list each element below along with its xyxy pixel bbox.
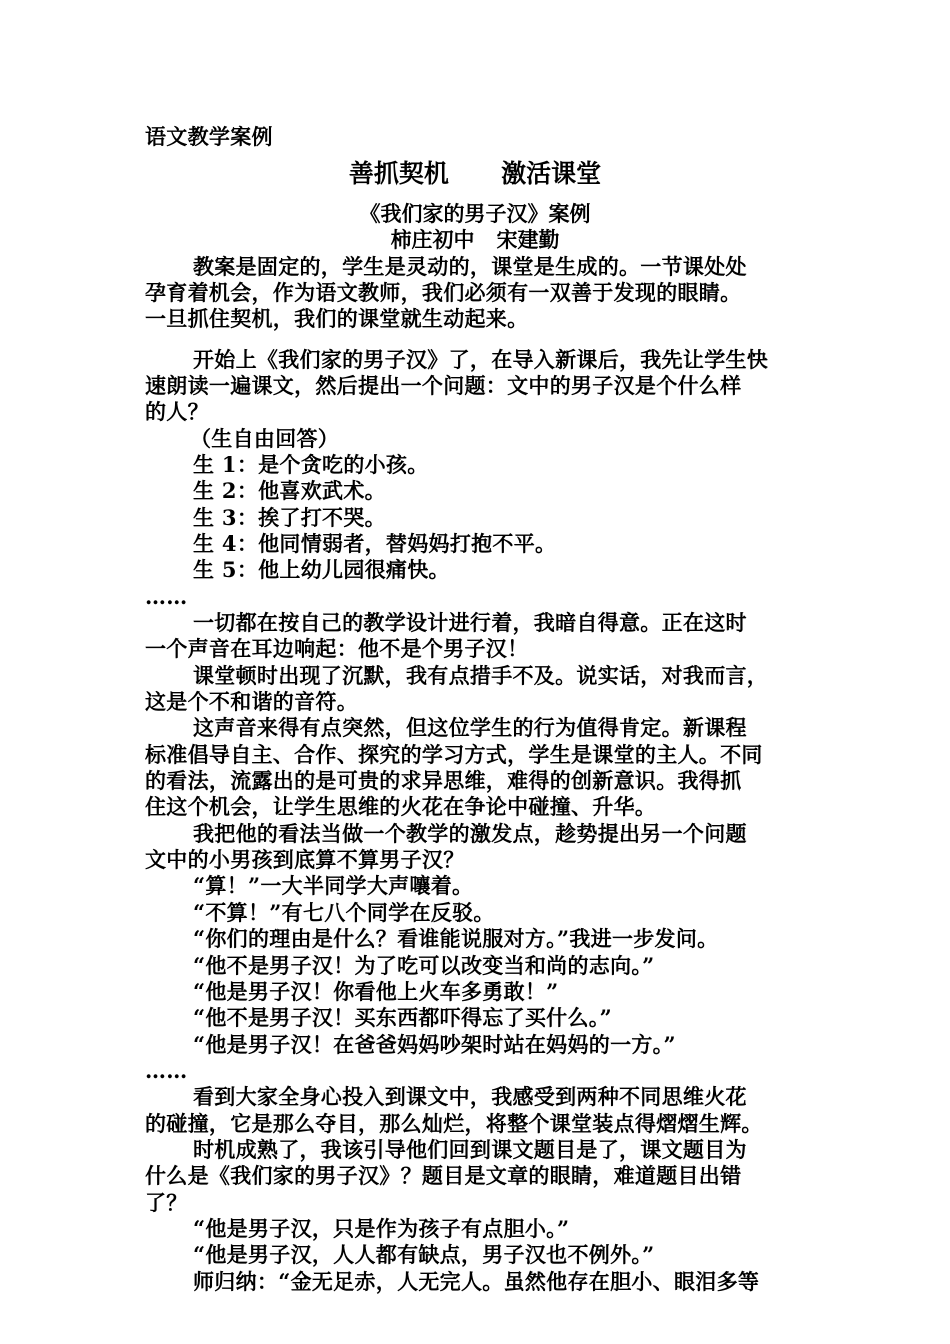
paragraph-line: 生 2：他喜欢武术。 <box>193 478 386 503</box>
paragraph-line: 看到大家全身心投入到课文中，我感受到两种不同思维火花 <box>193 1084 747 1109</box>
author-line: 柿庄初中 宋建勤 <box>390 227 560 252</box>
document-title: 善抓契机 激活课堂 <box>348 159 602 188</box>
paragraph-line: “他是男子汉，只是作为孩子有点胆小。” <box>193 1216 570 1241</box>
paragraph-line: “他是男子汉，人人都有缺点，男子汉也不例外。” <box>193 1242 655 1267</box>
paragraph-line: “算！”一大半同学大声嚷着。 <box>193 873 474 898</box>
paragraph-line: “他是男子汉！在爸爸妈妈吵架时站在妈妈的一方。” <box>193 1032 676 1057</box>
paragraph-line: 师归纳：“金无足赤，人无完人。虽然他存在胆小、眼泪多等 <box>193 1269 760 1294</box>
paragraph-line: 课堂顿时出现了沉默，我有点措手不及。说实话，对我而言， <box>193 663 769 688</box>
paragraph-line: 标准倡导自主、合作、探究的学习方式，学生是课堂的主人。不同 <box>145 742 763 767</box>
paragraph-line: 这声音来得有点突然，但这位学生的行为值得肯定。新课程 <box>193 715 747 740</box>
paragraph-line: 的碰撞，它是那么夺目，那么灿烂，将整个课堂装点得熠熠生辉。 <box>145 1111 763 1136</box>
paragraph-line: 的看法，流露出的是可贵的求异思维，难得的创新意识。我得抓 <box>145 768 742 793</box>
paragraph-line: 这是个不和谐的音符。 <box>145 689 358 714</box>
paragraph-line: 生 4：他同情弱者，替妈妈打抱不平。 <box>193 531 557 556</box>
paragraph-line: “不算！”有七八个同学在反驳。 <box>193 900 495 925</box>
header-label: 语文教学案例 <box>145 124 273 149</box>
paragraph-line: 生 5：他上幼儿园很痛快。 <box>193 557 450 582</box>
paragraph-line: 生 1：是个贪吃的小孩。 <box>193 452 429 477</box>
paragraph-line: 速朗读一遍课文，然后提出一个问题：文中的男子汉是个什么样 <box>145 373 742 398</box>
paragraph-line: 文中的小男孩到底算不算男子汉？ <box>145 847 465 872</box>
document-subtitle: 《我们家的男子汉》案例 <box>359 201 591 226</box>
paragraph-line: 的人？ <box>145 399 209 424</box>
paragraph-line: 了？ <box>145 1190 188 1215</box>
paragraph-line: 我把他的看法当做一个教学的激发点，趁势提出另一个问题 <box>193 821 747 846</box>
paragraph-line: （生自由回答） <box>190 426 340 451</box>
paragraph-line: 一旦抓住契机，我们的课堂就生动起来。 <box>145 306 529 331</box>
paragraph-line: “他不是男子汉！为了吃可以改变当和尚的志向。” <box>193 953 655 978</box>
paragraph-line: 教案是固定的，学生是灵动的，课堂是生成的。一节课处处 <box>193 254 747 279</box>
paragraph-line: 一切都在按自己的教学设计进行着，我暗自得意。正在这时 <box>193 610 747 635</box>
paragraph-line: 孕育着机会，作为语文教师，我们必须有一双善于发现的眼睛。 <box>145 280 742 305</box>
paragraph-line: 住这个机会，让学生思维的火花在争论中碰撞、升华。 <box>145 794 657 819</box>
paragraph-line: “你们的理由是什么？看谁能说服对方。”我进一步发问。 <box>193 926 719 951</box>
paragraph-line: 开始上《我们家的男子汉》了，在导入新课后，我先让学生快 <box>193 347 769 372</box>
paragraph-line: 什么是《我们家的男子汉》？题目是文章的眼睛，难道题目出错 <box>145 1163 742 1188</box>
paragraph-line: 一个声音在耳边响起：他不是个男子汉！ <box>145 636 529 661</box>
paragraph-line: “他是男子汉！你看他上火车多勇敢！” <box>193 979 559 1004</box>
paragraph-line: …… <box>145 1058 188 1083</box>
paragraph-line: “他不是男子汉！买东西都吓得忘了买什么。” <box>193 1005 612 1030</box>
paragraph-line: 生 3：挨了打不哭。 <box>193 505 386 530</box>
paragraph-line: 时机成熟了，我该引导他们回到课文题目是了，课文题目为 <box>193 1137 747 1162</box>
paragraph-line: …… <box>145 584 188 609</box>
